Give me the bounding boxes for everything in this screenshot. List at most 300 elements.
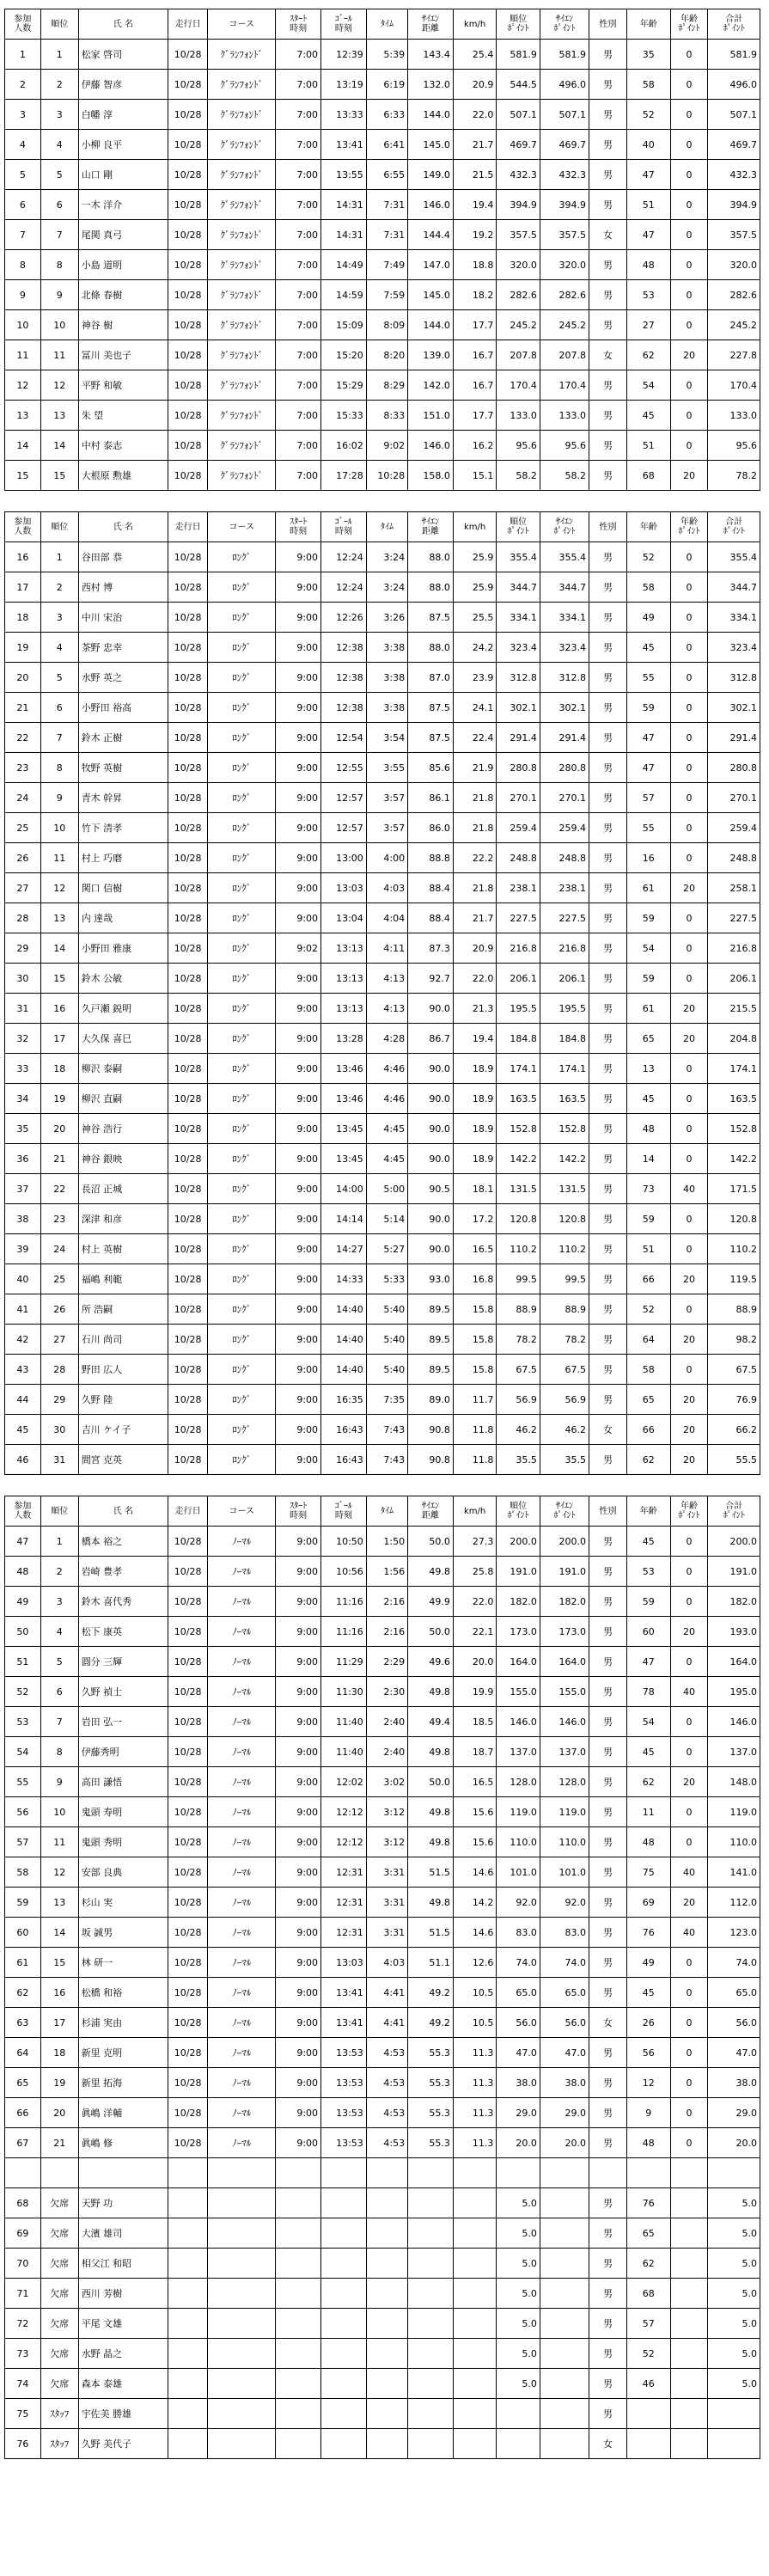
cell-speed [453, 2369, 497, 2399]
cell-entrant-no: 68 [5, 2188, 41, 2218]
cell-speed: 16.5 [453, 1767, 497, 1797]
table-row [5, 1264, 760, 1294]
cell-age: 56 [626, 2038, 670, 2068]
cell-total-points: 38.0 [708, 2068, 760, 2098]
cell-start-time: 9:00 [276, 693, 321, 723]
table-row [5, 70, 760, 100]
table-row [5, 431, 760, 461]
cell-entrant-no: 16 [5, 542, 41, 572]
cell-goal-time: 14:27 [321, 1234, 367, 1264]
header-start-time: ｽﾀｰﾄ 時刻 [276, 512, 321, 542]
cell-time: 6:19 [366, 70, 407, 100]
cell-start-time: 9:00 [276, 2038, 321, 2068]
cell-age: 12 [626, 2068, 670, 2098]
cell-time: 4:11 [366, 933, 407, 964]
cell-entrant-no: 41 [5, 1294, 41, 1325]
cell-course: ﾛﾝｸﾞ [208, 1054, 276, 1084]
cell-total-points: 581.9 [708, 40, 760, 70]
cell-goal-time [321, 2309, 367, 2339]
cell-total-points: 182.0 [708, 1587, 760, 1617]
cell-age-points: 0 [670, 1737, 708, 1767]
cell-start-time: 9:00 [276, 1527, 321, 1557]
cell-distance: 90.0 [408, 1144, 454, 1174]
cell-age [626, 2158, 670, 2188]
cell-time: 4:45 [366, 1114, 407, 1144]
table-row [5, 401, 760, 431]
cell-start-time: 9:00 [276, 1144, 321, 1174]
cell-name: 長沼 正城 [78, 1174, 168, 1204]
cell-run-date: 10/28 [168, 843, 208, 873]
cell-time [366, 2158, 407, 2188]
cell-rank-points: 216.8 [497, 933, 540, 964]
cell-rank-points: 334.1 [497, 603, 540, 633]
cell-name: 白幡 淳 [78, 100, 168, 130]
cell-gender: 男 [589, 130, 627, 160]
cell-gender: 女 [589, 2429, 627, 2459]
table-row [5, 1385, 760, 1415]
cell-gender: 男 [589, 2399, 627, 2429]
header-course: コース [208, 9, 276, 40]
cell-entrant-no: 73 [5, 2339, 41, 2369]
cell-age: 65 [626, 1024, 670, 1054]
cell-total-points [708, 2429, 760, 2459]
header-age-points: 年齢 ﾎﾟｲﾝﾄ [670, 512, 708, 542]
cell-total-points: 123.0 [708, 1918, 760, 1948]
cell-gender: 男 [589, 1234, 627, 1264]
cell-age-points [670, 2188, 708, 2218]
cell-run-date: 10/28 [168, 1797, 208, 1827]
table-row [5, 723, 760, 753]
cell-goal-time: 13:45 [321, 1114, 367, 1144]
cell-time: 5:14 [366, 1204, 407, 1234]
cell-time: 3:12 [366, 1827, 407, 1857]
cell-rank-points: 56.0 [497, 2008, 540, 2038]
cell-entrant-no: 67 [5, 2128, 41, 2158]
cell-age: 62 [626, 1767, 670, 1797]
cell-course [208, 2429, 276, 2459]
cell-name: 村上 英樹 [78, 1234, 168, 1264]
cell-age-points: 0 [670, 190, 708, 220]
cell-total-points: 152.8 [708, 1114, 760, 1144]
cell-age: 61 [626, 994, 670, 1024]
cell-rank-points: 5.0 [497, 2369, 540, 2399]
cell-course: ﾉｰﾏﾙ [208, 1767, 276, 1797]
cell-entrant-no: 28 [5, 903, 41, 933]
cell-total-points: 323.4 [708, 633, 760, 663]
cell-entrant-no: 62 [5, 1978, 41, 2008]
cell-run-date: 10/28 [168, 2128, 208, 2158]
cell-run-date: 10/28 [168, 1888, 208, 1918]
cell-distance: 90.5 [408, 1174, 454, 1204]
cell-run-date: 10/28 [168, 2098, 208, 2128]
cell-distance: 86.0 [408, 813, 454, 843]
cell-distance: 90.0 [408, 1114, 454, 1144]
cell-age: 62 [626, 340, 670, 370]
table-row [5, 2158, 760, 2188]
table-row [5, 1054, 760, 1084]
cell-start-time [276, 2339, 321, 2369]
cell-run-date: 10/28 [168, 964, 208, 994]
cell-age-points: 0 [670, 1527, 708, 1557]
cell-run-date: 10/28 [168, 1737, 208, 1767]
cell-run-date [168, 2429, 208, 2459]
cell-rank-points: 88.9 [497, 1294, 540, 1325]
header-rank: 順位 [40, 512, 78, 542]
cell-goal-time: 11:16 [321, 1617, 367, 1647]
cell-name: 小野田 雅康 [78, 933, 168, 964]
cell-speed [453, 2309, 497, 2339]
cell-rank-points: 38.0 [497, 2068, 540, 2098]
cell-run-date [168, 2188, 208, 2218]
cell-gender: 男 [589, 813, 627, 843]
cell-time: 4:13 [366, 964, 407, 994]
cell-distance [408, 2158, 454, 2188]
cell-rank-points: 92.0 [497, 1888, 540, 1918]
header-time: ﾀｲﾑ [366, 9, 407, 40]
cell-goal-time: 12:38 [321, 633, 367, 663]
cell-start-time: 9:00 [276, 1204, 321, 1234]
cell-gender: 男 [589, 70, 627, 100]
cell-rank: 24 [40, 1234, 78, 1264]
cell-run-date: 10/28 [168, 572, 208, 603]
cell-name: 関口 信樹 [78, 873, 168, 903]
header-science-points: ｻｲｴﾝ ﾎﾟｲﾝﾄ [540, 512, 589, 542]
cell-goal-time [321, 2218, 367, 2249]
header-science-points: ｻｲｴﾝ ﾎﾟｲﾝﾄ [540, 9, 589, 40]
cell-total-points: 344.7 [708, 572, 760, 603]
cell-start-time: 7:00 [276, 431, 321, 461]
cell-course: ﾉｰﾏﾙ [208, 1827, 276, 1857]
cell-run-date: 10/28 [168, 401, 208, 431]
cell-entrant-no: 18 [5, 603, 41, 633]
cell-course: ｸﾞﾗﾝﾌｫﾝﾄﾞ [208, 280, 276, 310]
cell-course: ﾛﾝｸﾞ [208, 964, 276, 994]
cell-age [626, 2429, 670, 2459]
table-row [5, 873, 760, 903]
cell-entrant-no: 60 [5, 1918, 41, 1948]
cell-goal-time [321, 2249, 367, 2279]
cell-goal-time: 16:35 [321, 1385, 367, 1415]
cell-age: 45 [626, 633, 670, 663]
cell-speed [453, 2249, 497, 2279]
cell-time: 3:38 [366, 693, 407, 723]
header-run-date: 走行日 [168, 512, 208, 542]
cell-speed [453, 2188, 497, 2218]
cell-name: 牧野 英樹 [78, 753, 168, 783]
cell-rank-points: 227.5 [497, 903, 540, 933]
cell-name: 西川 芳樹 [78, 2279, 168, 2309]
cell-rank-points: 357.5 [497, 220, 540, 250]
cell-science-points: 170.4 [540, 370, 589, 401]
cell-speed: 24.1 [453, 693, 497, 723]
cell-age: 45 [626, 1527, 670, 1557]
cell-science-points: 146.0 [540, 1707, 589, 1737]
cell-age: 54 [626, 1707, 670, 1737]
cell-time: 4:53 [366, 2038, 407, 2068]
cell-science-points: 38.0 [540, 2068, 589, 2098]
cell-gender: 男 [589, 461, 627, 491]
cell-distance: 85.6 [408, 753, 454, 783]
cell-time: 4:00 [366, 843, 407, 873]
cell-start-time: 9:00 [276, 1264, 321, 1294]
cell-goal-time: 14:31 [321, 190, 367, 220]
cell-entrant-no: 5 [5, 160, 41, 190]
cell-age: 11 [626, 1797, 670, 1827]
table-row [5, 40, 760, 70]
cell-speed: 18.9 [453, 1144, 497, 1174]
cell-name: 杉山 実 [78, 1888, 168, 1918]
cell-distance: 86.1 [408, 783, 454, 813]
cell-science-points: 496.0 [540, 70, 589, 100]
cell-start-time: 7:00 [276, 70, 321, 100]
cell-speed: 16.8 [453, 1264, 497, 1294]
cell-speed: 22.2 [453, 843, 497, 873]
cell-run-date: 10/28 [168, 1204, 208, 1234]
cell-goal-time: 12:38 [321, 693, 367, 723]
cell-total-points: 95.6 [708, 431, 760, 461]
cell-rank-points: 20.0 [497, 2128, 540, 2158]
table-row [5, 1707, 760, 1737]
cell-rank-points: 137.0 [497, 1737, 540, 1767]
cell-name: 久野 禎士 [78, 1677, 168, 1707]
cell-run-date: 10/28 [168, 1707, 208, 1737]
cell-goal-time [321, 2429, 367, 2459]
cell-run-date: 10/28 [168, 190, 208, 220]
cell-entrant-no: 19 [5, 633, 41, 663]
cell-total-points: 148.0 [708, 1767, 760, 1797]
cell-speed: 25.4 [453, 40, 497, 70]
cell-gender: 男 [589, 1294, 627, 1325]
cell-speed: 18.5 [453, 1707, 497, 1737]
cell-rank: 5 [40, 1647, 78, 1677]
cell-science-points: 110.0 [540, 1827, 589, 1857]
cell-time: 7:43 [366, 1445, 407, 1475]
cell-age: 35 [626, 40, 670, 70]
cell-science-points [540, 2218, 589, 2249]
cell-distance: 51.5 [408, 1857, 454, 1888]
cell-name: 北條 春樹 [78, 280, 168, 310]
cell-name: 山口 剛 [78, 160, 168, 190]
cell-course: ｸﾞﾗﾝﾌｫﾝﾄﾞ [208, 310, 276, 340]
cell-goal-time: 14:40 [321, 1294, 367, 1325]
cell-age: 53 [626, 1557, 670, 1587]
cell-total-points: 200.0 [708, 1527, 760, 1557]
table-row [5, 2429, 760, 2459]
cell-name: 鈴木 喜代秀 [78, 1587, 168, 1617]
table-row [5, 461, 760, 491]
cell-rank-points: 99.5 [497, 1264, 540, 1294]
cell-distance: 50.0 [408, 1527, 454, 1557]
header-entrant-no: 参加 人数 [5, 9, 41, 40]
cell-entrant-no: 1 [5, 40, 41, 70]
cell-rank-points: 282.6 [497, 280, 540, 310]
cell-age: 45 [626, 401, 670, 431]
table-row [5, 1527, 760, 1557]
table-row [5, 1325, 760, 1355]
cell-time: 4:04 [366, 903, 407, 933]
cell-science-points: 394.9 [540, 190, 589, 220]
cell-rank-points: 302.1 [497, 693, 540, 723]
cell-name: 新里 拓海 [78, 2068, 168, 2098]
cell-age-points [670, 2249, 708, 2279]
cell-entrant-no: 37 [5, 1174, 41, 1204]
cell-start-time: 9:00 [276, 663, 321, 693]
cell-gender: 男 [589, 1918, 627, 1948]
cell-rank-points: 110.0 [497, 1827, 540, 1857]
cell-age-points: 0 [670, 1557, 708, 1587]
cell-distance: 55.3 [408, 2128, 454, 2158]
cell-name: 相父江 和昭 [78, 2249, 168, 2279]
header-time: ﾀｲﾑ [366, 512, 407, 542]
cell-time: 7:43 [366, 1415, 407, 1445]
cell-gender: 男 [589, 160, 627, 190]
cell-entrant-no: 43 [5, 1355, 41, 1385]
table-row [5, 603, 760, 633]
cell-speed: 21.8 [453, 783, 497, 813]
cell-rank-points: 163.5 [497, 1084, 540, 1114]
cell-rank: 12 [40, 873, 78, 903]
cell-start-time: 9:00 [276, 1888, 321, 1918]
cell-start-time: 9:00 [276, 1024, 321, 1054]
cell-age-points: 0 [670, 964, 708, 994]
cell-name: 村上 巧磨 [78, 843, 168, 873]
cell-distance: 87.0 [408, 663, 454, 693]
cell-science-points: 95.6 [540, 431, 589, 461]
cell-course: ﾛﾝｸﾞ [208, 753, 276, 783]
cell-total-points: 66.2 [708, 1415, 760, 1445]
cell-distance: 90.8 [408, 1415, 454, 1445]
cell-rank: 13 [40, 903, 78, 933]
cell-speed: 11.8 [453, 1445, 497, 1475]
cell-rank-points: 394.9 [497, 190, 540, 220]
table-row [5, 2068, 760, 2098]
cell-run-date: 10/28 [168, 903, 208, 933]
cell-entrant-no: 7 [5, 220, 41, 250]
cell-goal-time: 14:40 [321, 1355, 367, 1385]
header-goal-time: ｺﾞｰﾙ 時刻 [321, 1496, 367, 1527]
cell-run-date: 10/28 [168, 1294, 208, 1325]
cell-course: ﾛﾝｸﾞ [208, 994, 276, 1024]
cell-entrant-no: 4 [5, 130, 41, 160]
cell-distance: 143.4 [408, 40, 454, 70]
cell-age-points: 0 [670, 2008, 708, 2038]
cell-rank-points: 280.8 [497, 753, 540, 783]
cell-course [208, 2309, 276, 2339]
cell-total-points: 258.1 [708, 873, 760, 903]
cell-course: ﾉｰﾏﾙ [208, 2068, 276, 2098]
cell-speed: 15.1 [453, 461, 497, 491]
cell-rank-points: 67.5 [497, 1355, 540, 1385]
cell-age-points: 20 [670, 1888, 708, 1918]
cell-age: 47 [626, 1647, 670, 1677]
cell-run-date: 10/28 [168, 1084, 208, 1114]
cell-start-time: 9:00 [276, 633, 321, 663]
cell-goal-time: 12:24 [321, 542, 367, 572]
cell-name: 尾関 真弓 [78, 220, 168, 250]
cell-rank [40, 2158, 78, 2188]
cell-gender: 男 [589, 310, 627, 340]
cell-total-points: 76.9 [708, 1385, 760, 1415]
cell-start-time: 9:00 [276, 1385, 321, 1415]
cell-name: 中村 泰志 [78, 431, 168, 461]
table-header-row [5, 512, 760, 542]
cell-rank-points: 83.0 [497, 1918, 540, 1948]
cell-age: 45 [626, 1978, 670, 2008]
cell-rank-points: 320.0 [497, 250, 540, 280]
cell-time: 1:56 [366, 1557, 407, 1587]
cell-age: 55 [626, 813, 670, 843]
cell-run-date: 10/28 [168, 1767, 208, 1797]
cell-start-time: 9:00 [276, 1978, 321, 2008]
cell-goal-time: 12:57 [321, 783, 367, 813]
cell-entrant-no: 74 [5, 2369, 41, 2399]
cell-age-points: 0 [670, 1294, 708, 1325]
cell-age: 61 [626, 873, 670, 903]
cell-gender: 男 [589, 401, 627, 431]
cell-science-points: 207.8 [540, 340, 589, 370]
cell-science-points: 195.5 [540, 994, 589, 1024]
cell-name: 青木 幹昇 [78, 783, 168, 813]
cell-entrant-no: 27 [5, 873, 41, 903]
cell-gender: 男 [589, 603, 627, 633]
cell-name: 大久保 喜巳 [78, 1024, 168, 1054]
cell-total-points: 355.4 [708, 542, 760, 572]
cell-rank-points: 206.1 [497, 964, 540, 994]
cell-total-points: 302.1 [708, 693, 760, 723]
cell-total-points: 5.0 [708, 2309, 760, 2339]
cell-distance: 49.8 [408, 1888, 454, 1918]
cell-run-date: 10/28 [168, 1114, 208, 1144]
cell-course: ｸﾞﾗﾝﾌｫﾝﾄﾞ [208, 190, 276, 220]
cell-name: 宇佐美 勝雄 [78, 2399, 168, 2429]
cell-science-points: 173.0 [540, 1617, 589, 1647]
cell-run-date: 10/28 [168, 723, 208, 753]
cell-age: 57 [626, 783, 670, 813]
cell-age-points: 0 [670, 2098, 708, 2128]
header-name: 氏 名 [78, 9, 168, 40]
cell-age-points: 40 [670, 1918, 708, 1948]
cell-time [366, 2429, 407, 2459]
cell-course: ﾉｰﾏﾙ [208, 1797, 276, 1827]
cell-gender: 男 [589, 1707, 627, 1737]
cell-run-date: 10/28 [168, 340, 208, 370]
table-row [5, 843, 760, 873]
cell-run-date: 10/28 [168, 1174, 208, 1204]
cell-speed: 21.7 [453, 903, 497, 933]
cell-course: ﾉｰﾏﾙ [208, 1978, 276, 2008]
cell-entrant-no: 14 [5, 431, 41, 461]
cell-rank-points: 95.6 [497, 431, 540, 461]
cell-science-points: 20.0 [540, 2128, 589, 2158]
cell-goal-time: 11:40 [321, 1707, 367, 1737]
cell-age: 66 [626, 1264, 670, 1294]
header-gender: 性別 [589, 9, 627, 40]
cell-start-time: 9:00 [276, 964, 321, 994]
cell-rank: 23 [40, 1204, 78, 1234]
cell-gender: 男 [589, 1445, 627, 1475]
cell-total-points: 110.0 [708, 1827, 760, 1857]
cell-start-time: 9:00 [276, 1355, 321, 1385]
cell-total-points: 312.8 [708, 663, 760, 693]
cell-total-points: 5.0 [708, 2369, 760, 2399]
cell-run-date: 10/28 [168, 130, 208, 160]
cell-run-date: 10/28 [168, 1024, 208, 1054]
table-row [5, 1355, 760, 1385]
cell-rank-points: 29.0 [497, 2098, 540, 2128]
cell-course: ﾉｰﾏﾙ [208, 2128, 276, 2158]
cell-run-date: 10/28 [168, 2068, 208, 2098]
cell-entrant-no: 65 [5, 2068, 41, 2098]
